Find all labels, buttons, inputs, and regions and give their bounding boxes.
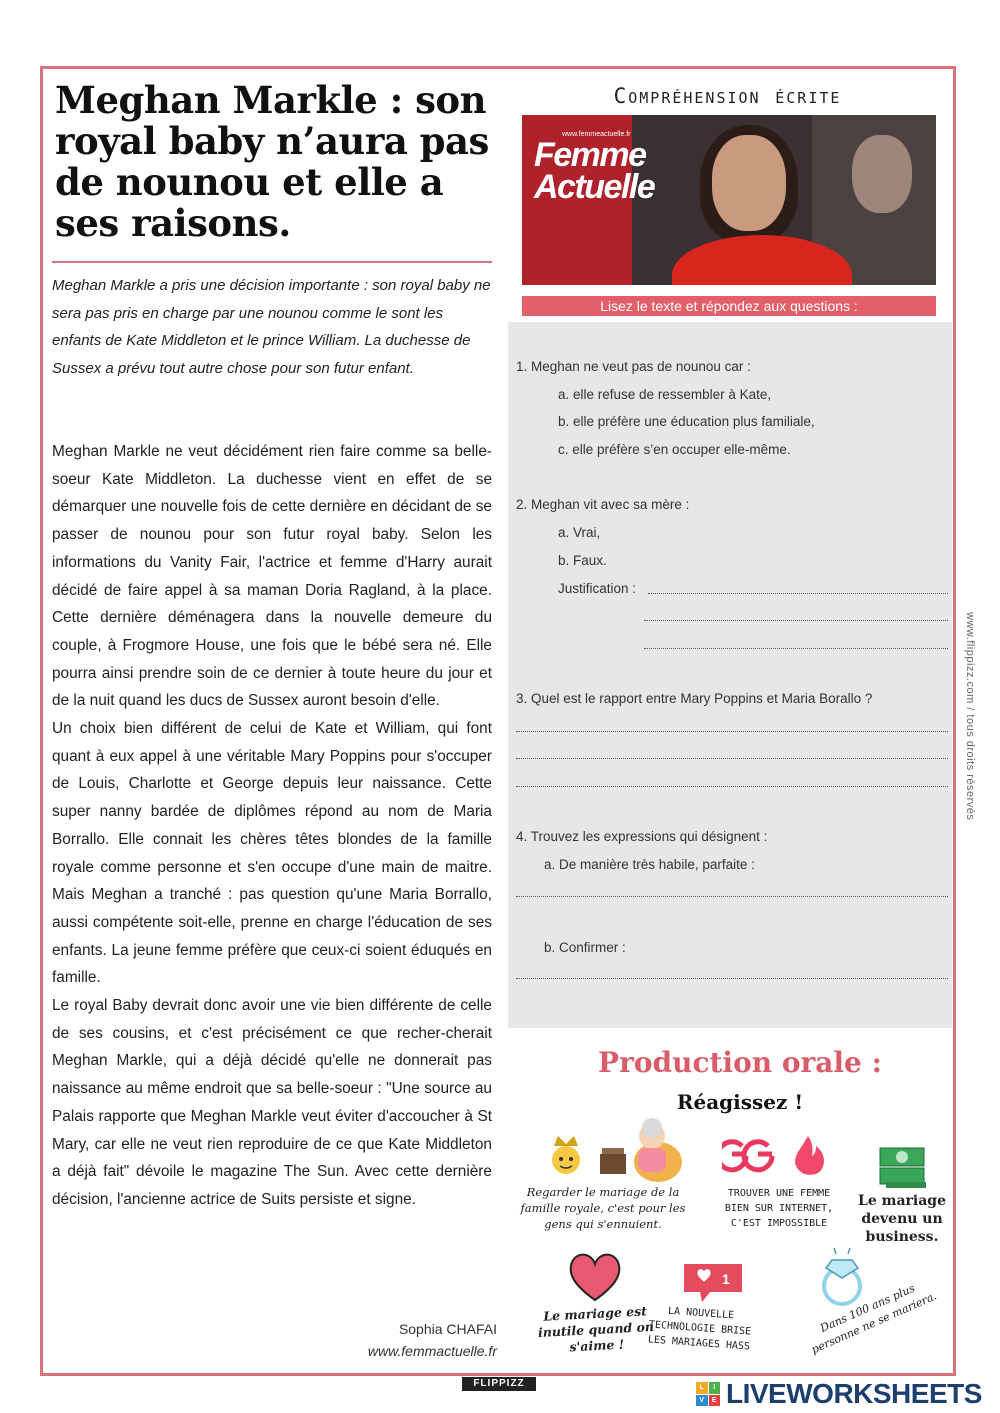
grandma-tv-icon bbox=[600, 1118, 682, 1182]
article-paragraph-3: Le royal Baby devrait donc avoir une vie bien différente de celle de ses cousins, et c'est précisément ce que recher-cherait Meghan Markle, qui a déjà décidé qu'elle ne donnerait pas naissance au même endroit que sa belle-soeur : "Une source au Palais rapporte que Meghan Markle veut éviter d'accoucher à St Mary, car elle ne veut rien reproduire de ce que Kate Middleton a déjà fait" dévoile le magazine The Sun. Avec cette dernière décision, l'ancienne actrice de Suits persiste et signe. bbox=[52, 997, 492, 1208]
answer-3-line-1[interactable] bbox=[516, 731, 948, 732]
comprehension-title: Compréhension écrite bbox=[613, 84, 842, 108]
answer-3-line-2[interactable] bbox=[516, 758, 948, 759]
eharmony-logo-icon bbox=[722, 1142, 772, 1170]
question-1: 1. Meghan ne veut pas de nounou car : bbox=[516, 359, 751, 374]
article-title: Meghan Markle : son royal baby n’aura pas de nounou et elle a ses raisons. bbox=[55, 78, 489, 245]
social-notification-illustration bbox=[680, 1260, 746, 1304]
caption-wedding-business: Le mariage devenu un business. bbox=[858, 1193, 946, 1245]
money-stack-illustration bbox=[876, 1144, 932, 1190]
answer-4a-line[interactable] bbox=[516, 896, 948, 897]
like-notification-icon bbox=[684, 1264, 742, 1302]
heart-icon bbox=[571, 1255, 620, 1300]
article-body bbox=[52, 438, 492, 1214]
instructions-banner: Lisez le texte et répondez aux questions : bbox=[522, 296, 936, 316]
heart-illustration bbox=[566, 1250, 624, 1304]
liveworksheets-badge-icon: L I V E bbox=[696, 1382, 720, 1406]
copyright-vertical-text: www.flippizz.com / tous droits réservés bbox=[964, 612, 976, 821]
caption-royal-wedding-boring: Regarder le mariage de la famille royale, c'est pour les gens qui s'ennuient. bbox=[520, 1185, 686, 1231]
flippizz-logo: FLIPPIZZ bbox=[462, 1377, 536, 1391]
justification-line-3[interactable] bbox=[644, 648, 948, 649]
tinder-flame-icon bbox=[795, 1136, 824, 1175]
author-name: Sophia CHAFAI bbox=[398, 1321, 497, 1337]
justification-line-2[interactable] bbox=[644, 620, 948, 621]
question-2: 2. Meghan vit avec sa mère : bbox=[516, 497, 690, 512]
caption-wedding-useless: Le mariage est inutile quand on s'aime ! bbox=[537, 1303, 655, 1355]
oral-subtitle: Réagissez ! bbox=[676, 1090, 804, 1114]
question-4-part-b: b. Confirmer : bbox=[544, 940, 626, 955]
background-person bbox=[852, 135, 912, 213]
dating-apps-illustration bbox=[722, 1132, 832, 1178]
question-1-option-a[interactable]: a. elle refuse de ressembler à Kate, bbox=[558, 387, 772, 402]
question-2-option-a[interactable]: a. Vrai, bbox=[558, 525, 601, 540]
magazine-logo: Femme Actuelle bbox=[534, 136, 655, 206]
money-icon bbox=[880, 1148, 926, 1188]
article-intro: Meghan Markle a pris une décision importante : son royal baby ne sera pas pris en charge par une nounou comme le sont les enfants de Kate Middleton et le prince William. La duchesse de Sussex a prévu tout autre chose pour son futur enfant. bbox=[52, 277, 491, 378]
question-2-option-b[interactable]: b. Faux. bbox=[558, 553, 607, 568]
portrait-face bbox=[712, 135, 786, 231]
magazine-cover-image bbox=[522, 115, 936, 285]
title-divider bbox=[52, 261, 492, 263]
caption-technology-breaks-marriages: LA NOUVELLE TECHNOLOGIE BRISE LES MARIAGES HASS bbox=[647, 1305, 752, 1353]
justification-line-1[interactable] bbox=[648, 593, 948, 594]
answer-4b-line[interactable] bbox=[516, 978, 948, 979]
diamond-ring-icon bbox=[824, 1248, 860, 1304]
question-1-option-b[interactable]: b. elle préfère une éducation plus familiale, bbox=[558, 414, 815, 429]
article-paragraph-1: Meghan Markle ne veut décidément rien faire comme sa belle-soeur Kate Middleton. La duchesse vient en effet de se démarquer une nouvelle fois de cette dernière en décidant de se passer de nounou pour son futur royal baby. Selon les informations du Vanity Fair, l'actrice et femme d'Harry aurait décidé de faire appel à sa maman Doria Ragland, à la place. Cette dernière déménagera dans la nouvelle demeure du couple, à Frogmore House, une fois que le bébé sera né. Elle pourra ainsi prendre soin de ce dernier à toute heure du jour et de la nuit quand les ducs de Sussex auront besoin d'elle. bbox=[52, 443, 492, 710]
caption-nobody-marries-in-100-years: Dans 100 ans plus personne ne se mariera. bbox=[809, 1281, 939, 1357]
liveworksheets-wordmark: LIVEWORKSHEETS bbox=[726, 1378, 982, 1409]
source-url: www.femmactuelle.fr bbox=[367, 1343, 497, 1359]
oral-production-title: Production orale : bbox=[598, 1046, 882, 1079]
question-1-option-c[interactable]: c. elle préfère s’en occuper elle-même. bbox=[558, 442, 791, 457]
question-2-justification-label: Justification : bbox=[558, 581, 637, 596]
royal-family-watching-illustration bbox=[548, 1118, 688, 1186]
article-signature bbox=[300, 1318, 497, 1362]
question-4-part-a: a. De manière très habile, parfaite : bbox=[544, 857, 755, 872]
question-3: 3. Quel est le rapport entre Mary Poppins et Maria Borallo ? bbox=[516, 691, 873, 706]
article-paragraph-2: Un choix bien différent de celui de Kate et William, qui font quant à eux appel à une véritable Mary Poppins pour s'occuper de Louis, Charlotte et George depuis leur naissance. Cette super nanny bardée de diplômes répond au nom de Maria Borrallo. Elle connait les chères têtes blondes de la famille royale comme personne et s'en occupe d'une main de maitre. Mais Meghan a tranché : pas question qu'une Maria Borrallo, aussi compétente soit-elle, prenne en charge l'éducation de ses enfants. La jeune femme préfère que ceux-ci soient éduqués en famille. bbox=[52, 720, 492, 987]
caption-online-dating: TROUVER UNE FEMME BIEN SUR INTERNET, C'EST IMPOSSIBLE bbox=[724, 1188, 834, 1229]
notification-count-badge: 1 bbox=[722, 1271, 730, 1287]
question-4: 4. Trouvez les expressions qui désignent : bbox=[516, 829, 768, 844]
answer-3-line-3[interactable] bbox=[516, 786, 948, 787]
cover-url: www.femmeactuelle.fr bbox=[562, 131, 631, 138]
liveworksheets-logo[interactable] bbox=[696, 1379, 982, 1409]
crown-emoji-icon bbox=[552, 1136, 580, 1174]
